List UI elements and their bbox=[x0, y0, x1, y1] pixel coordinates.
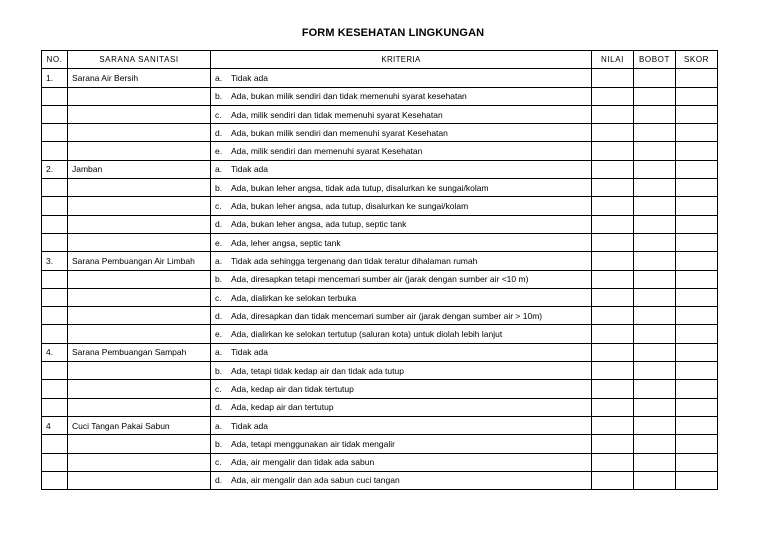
row-number bbox=[42, 233, 68, 251]
skor-cell[interactable] bbox=[676, 252, 718, 270]
skor-cell[interactable] bbox=[676, 343, 718, 361]
bobot-cell[interactable] bbox=[634, 435, 676, 453]
criteria-cell bbox=[211, 307, 592, 325]
criteria-letter: e. bbox=[215, 237, 223, 248]
criteria-letter: d. bbox=[215, 310, 223, 321]
sarana-name bbox=[68, 398, 211, 416]
criteria-text: Tidak ada bbox=[231, 420, 269, 431]
sarana-name: Sarana Pembuangan Air Limbah bbox=[68, 252, 211, 270]
skor-cell[interactable] bbox=[676, 380, 718, 398]
sarana-name bbox=[68, 380, 211, 398]
bobot-cell[interactable] bbox=[634, 197, 676, 215]
criteria-cell bbox=[211, 179, 592, 197]
nilai-cell[interactable] bbox=[592, 160, 634, 178]
table-row bbox=[42, 398, 718, 416]
bobot-cell[interactable] bbox=[634, 471, 676, 489]
criteria-text: Ada, dialirkan ke selokan tertutup (saluran kota) untuk diolah lebih lanjut bbox=[231, 329, 503, 340]
criteria-letter: b. bbox=[215, 274, 223, 285]
row-number: 1. bbox=[42, 69, 68, 87]
sarana-name bbox=[68, 179, 211, 197]
nilai-cell[interactable] bbox=[592, 270, 634, 288]
nilai-cell[interactable] bbox=[592, 398, 634, 416]
table-row bbox=[42, 435, 718, 453]
criteria-cell bbox=[211, 380, 592, 398]
table-row bbox=[42, 124, 718, 142]
sarana-name bbox=[68, 270, 211, 288]
bobot-cell[interactable] bbox=[634, 453, 676, 471]
criteria-letter: a. bbox=[215, 347, 223, 358]
criteria-text: Ada, bukan leher angsa, ada tutup, disalurkan ke sungai/kolam bbox=[231, 201, 469, 212]
skor-cell[interactable] bbox=[676, 453, 718, 471]
criteria-letter: c. bbox=[215, 201, 222, 212]
sarana-name bbox=[68, 197, 211, 215]
criteria-cell bbox=[211, 471, 592, 489]
skor-cell[interactable] bbox=[676, 142, 718, 160]
criteria-cell bbox=[211, 325, 592, 343]
criteria-text: Ada, bukan milik sendiri dan memenuhi syarat Kesehatan bbox=[231, 127, 448, 138]
row-number bbox=[42, 453, 68, 471]
table-row bbox=[42, 325, 718, 343]
nilai-cell[interactable] bbox=[592, 453, 634, 471]
criteria-cell bbox=[211, 343, 592, 361]
row-number bbox=[42, 87, 68, 105]
criteria-text: Ada, milik sendiri dan memenuhi syarat Kesehatan bbox=[231, 146, 423, 157]
row-number bbox=[42, 307, 68, 325]
nilai-cell[interactable] bbox=[592, 307, 634, 325]
criteria-letter: b. bbox=[215, 438, 223, 449]
criteria-letter: a. bbox=[215, 255, 223, 266]
table-row bbox=[42, 69, 718, 87]
nilai-cell[interactable] bbox=[592, 105, 634, 123]
criteria-cell bbox=[211, 252, 592, 270]
criteria-letter: b. bbox=[215, 91, 223, 102]
skor-cell[interactable] bbox=[676, 69, 718, 87]
header-row bbox=[42, 51, 718, 69]
sarana-name bbox=[68, 453, 211, 471]
header-bobot: BOBOT bbox=[634, 51, 676, 69]
criteria-cell bbox=[211, 87, 592, 105]
criteria-text: Ada, tetapi menggunakan air tidak mengalir bbox=[231, 438, 395, 449]
nilai-cell[interactable] bbox=[592, 288, 634, 306]
table-row bbox=[42, 288, 718, 306]
table-row bbox=[42, 380, 718, 398]
criteria-letter: d. bbox=[215, 127, 223, 138]
sarana-name bbox=[68, 471, 211, 489]
row-number bbox=[42, 471, 68, 489]
bobot-cell[interactable] bbox=[634, 233, 676, 251]
criteria-cell bbox=[211, 416, 592, 434]
sarana-name bbox=[68, 307, 211, 325]
nilai-cell[interactable] bbox=[592, 252, 634, 270]
bobot-cell[interactable] bbox=[634, 270, 676, 288]
skor-cell[interactable] bbox=[676, 416, 718, 434]
bobot-cell[interactable] bbox=[634, 288, 676, 306]
criteria-letter: c. bbox=[215, 109, 222, 120]
criteria-text: Ada, air mengalir dan tidak ada sabun bbox=[231, 457, 375, 468]
criteria-text: Ada, dialirkan ke selokan terbuka bbox=[231, 292, 357, 303]
criteria-letter: b. bbox=[215, 182, 223, 193]
criteria-letter: c. bbox=[215, 292, 222, 303]
row-number: 4. bbox=[42, 343, 68, 361]
criteria-letter: c. bbox=[215, 457, 222, 468]
criteria-cell bbox=[211, 362, 592, 380]
table-row bbox=[42, 362, 718, 380]
bobot-cell[interactable] bbox=[634, 215, 676, 233]
bobot-cell[interactable] bbox=[634, 398, 676, 416]
criteria-text: Ada, diresapkan dan tidak mencemari sumber air (jarak dengan sumber air > 10m) bbox=[231, 310, 543, 321]
bobot-cell[interactable] bbox=[634, 124, 676, 142]
skor-cell[interactable] bbox=[676, 105, 718, 123]
table-row bbox=[42, 233, 718, 251]
sarana-name: Cuci Tangan Pakai Sabun bbox=[68, 416, 211, 434]
criteria-text: Ada, diresapkan tetapi mencemari sumber air (jarak dengan sumber air <10 m) bbox=[231, 274, 529, 285]
nilai-cell[interactable] bbox=[592, 124, 634, 142]
table-row bbox=[42, 142, 718, 160]
table-body bbox=[42, 69, 718, 490]
skor-cell[interactable] bbox=[676, 160, 718, 178]
table-row bbox=[42, 270, 718, 288]
criteria-text: Ada, tetapi tidak kedap air dan tidak ada tutup bbox=[231, 365, 404, 376]
criteria-text: Ada, kedap air dan tidak tertutup bbox=[231, 383, 354, 394]
row-number bbox=[42, 435, 68, 453]
bobot-cell[interactable] bbox=[634, 87, 676, 105]
table-row bbox=[42, 416, 718, 434]
row-number bbox=[42, 179, 68, 197]
header-skor: SKOR bbox=[676, 51, 718, 69]
skor-cell[interactable] bbox=[676, 87, 718, 105]
sarana-name: Sarana Air Bersih bbox=[68, 69, 211, 87]
table-row bbox=[42, 343, 718, 361]
skor-cell[interactable] bbox=[676, 288, 718, 306]
row-number bbox=[42, 197, 68, 215]
nilai-cell[interactable] bbox=[592, 69, 634, 87]
bobot-cell[interactable] bbox=[634, 380, 676, 398]
row-number bbox=[42, 288, 68, 306]
skor-cell[interactable] bbox=[676, 270, 718, 288]
nilai-cell[interactable] bbox=[592, 87, 634, 105]
criteria-cell bbox=[211, 160, 592, 178]
bobot-cell[interactable] bbox=[634, 160, 676, 178]
bobot-cell[interactable] bbox=[634, 362, 676, 380]
skor-cell[interactable] bbox=[676, 471, 718, 489]
table-row bbox=[42, 453, 718, 471]
skor-cell[interactable] bbox=[676, 179, 718, 197]
criteria-text: Ada, milik sendiri dan tidak memenuhi syarat Kesehatan bbox=[231, 109, 443, 120]
row-number: 3. bbox=[42, 252, 68, 270]
nilai-cell[interactable] bbox=[592, 233, 634, 251]
nilai-cell[interactable] bbox=[592, 325, 634, 343]
criteria-cell bbox=[211, 197, 592, 215]
bobot-cell[interactable] bbox=[634, 307, 676, 325]
bobot-cell[interactable] bbox=[634, 69, 676, 87]
skor-cell[interactable] bbox=[676, 197, 718, 215]
sarana-name bbox=[68, 325, 211, 343]
criteria-table bbox=[41, 50, 718, 490]
table-row bbox=[42, 179, 718, 197]
criteria-letter: a. bbox=[215, 72, 223, 83]
sarana-name bbox=[68, 124, 211, 142]
criteria-letter: e. bbox=[215, 146, 223, 157]
row-number bbox=[42, 105, 68, 123]
nilai-cell[interactable] bbox=[592, 197, 634, 215]
nilai-cell[interactable] bbox=[592, 215, 634, 233]
criteria-cell bbox=[211, 69, 592, 87]
header-nilai: NILAI bbox=[592, 51, 634, 69]
criteria-text: Tidak ada bbox=[231, 164, 269, 175]
bobot-cell[interactable] bbox=[634, 343, 676, 361]
sarana-name: Jamban bbox=[68, 160, 211, 178]
skor-cell[interactable] bbox=[676, 233, 718, 251]
page-title: FORM KESEHATAN LINGKUNGAN bbox=[301, 27, 485, 39]
criteria-letter: d. bbox=[215, 475, 223, 486]
criteria-text: Tidak ada sehingga tergenang dan tidak teratur dihalaman rumah bbox=[231, 255, 478, 266]
sarana-name bbox=[68, 288, 211, 306]
nilai-cell[interactable] bbox=[592, 142, 634, 160]
sarana-name bbox=[68, 87, 211, 105]
nilai-cell[interactable] bbox=[592, 380, 634, 398]
sarana-name bbox=[68, 362, 211, 380]
criteria-letter: d. bbox=[215, 219, 223, 230]
criteria-cell bbox=[211, 215, 592, 233]
table-row bbox=[42, 215, 718, 233]
table-row bbox=[42, 252, 718, 270]
skor-cell[interactable] bbox=[676, 435, 718, 453]
criteria-text: Ada, air mengalir dan ada sabun cuci tangan bbox=[231, 475, 400, 486]
row-number bbox=[42, 124, 68, 142]
criteria-cell bbox=[211, 435, 592, 453]
table-row bbox=[42, 197, 718, 215]
sarana-name bbox=[68, 142, 211, 160]
row-number bbox=[42, 270, 68, 288]
nilai-cell[interactable] bbox=[592, 416, 634, 434]
criteria-letter: c. bbox=[215, 383, 222, 394]
criteria-letter: e. bbox=[215, 329, 223, 340]
criteria-text: Ada, leher angsa, septic tank bbox=[231, 237, 341, 248]
skor-cell[interactable] bbox=[676, 215, 718, 233]
criteria-text: Tidak ada bbox=[231, 72, 269, 83]
row-number bbox=[42, 398, 68, 416]
sarana-name: Sarana Pembuangan Sampah bbox=[68, 343, 211, 361]
sarana-name bbox=[68, 215, 211, 233]
skor-cell[interactable] bbox=[676, 325, 718, 343]
nilai-cell[interactable] bbox=[592, 471, 634, 489]
skor-cell[interactable] bbox=[676, 398, 718, 416]
bobot-cell[interactable] bbox=[634, 325, 676, 343]
criteria-cell bbox=[211, 453, 592, 471]
criteria-cell bbox=[211, 124, 592, 142]
header-no: NO. bbox=[42, 51, 68, 69]
bobot-cell[interactable] bbox=[634, 142, 676, 160]
criteria-letter: b. bbox=[215, 365, 223, 376]
criteria-text: Ada, kedap air dan tertutup bbox=[231, 402, 334, 413]
header-sarana: SARANA SANITASI bbox=[68, 51, 211, 69]
nilai-cell[interactable] bbox=[592, 343, 634, 361]
criteria-cell bbox=[211, 105, 592, 123]
skor-cell[interactable] bbox=[676, 124, 718, 142]
table-row bbox=[42, 160, 718, 178]
skor-cell[interactable] bbox=[676, 307, 718, 325]
skor-cell[interactable] bbox=[676, 362, 718, 380]
criteria-cell bbox=[211, 142, 592, 160]
criteria-text: Tidak ada bbox=[231, 347, 269, 358]
row-number: 2. bbox=[42, 160, 68, 178]
table-row bbox=[42, 87, 718, 105]
row-number bbox=[42, 325, 68, 343]
criteria-letter: a. bbox=[215, 164, 223, 175]
nilai-cell[interactable] bbox=[592, 435, 634, 453]
row-number: 4 bbox=[42, 416, 68, 434]
criteria-text: Ada, bukan leher angsa, tidak ada tutup, disalurkan ke sungai/kolam bbox=[231, 182, 489, 193]
bobot-cell[interactable] bbox=[634, 105, 676, 123]
bobot-cell[interactable] bbox=[634, 179, 676, 197]
sarana-name bbox=[68, 435, 211, 453]
bobot-cell[interactable] bbox=[634, 416, 676, 434]
criteria-cell bbox=[211, 398, 592, 416]
criteria-letter: a. bbox=[215, 420, 223, 431]
header-kriteria: KRITERIA bbox=[211, 51, 592, 69]
table-row bbox=[42, 307, 718, 325]
criteria-text: Ada, bukan milik sendiri dan tidak memenuhi syarat kesehatan bbox=[231, 91, 467, 102]
criteria-cell bbox=[211, 233, 592, 251]
row-number bbox=[42, 215, 68, 233]
row-number bbox=[42, 380, 68, 398]
criteria-cell bbox=[211, 270, 592, 288]
criteria-text: Ada, bukan leher angsa, ada tutup, septic tank bbox=[231, 219, 407, 230]
row-number bbox=[42, 142, 68, 160]
criteria-cell bbox=[211, 288, 592, 306]
sarana-name bbox=[68, 105, 211, 123]
bobot-cell[interactable] bbox=[634, 252, 676, 270]
row-number bbox=[42, 362, 68, 380]
table-row bbox=[42, 105, 718, 123]
nilai-cell[interactable] bbox=[592, 362, 634, 380]
sarana-name bbox=[68, 233, 211, 251]
nilai-cell[interactable] bbox=[592, 179, 634, 197]
criteria-letter: d. bbox=[215, 402, 223, 413]
table-row bbox=[42, 471, 718, 489]
